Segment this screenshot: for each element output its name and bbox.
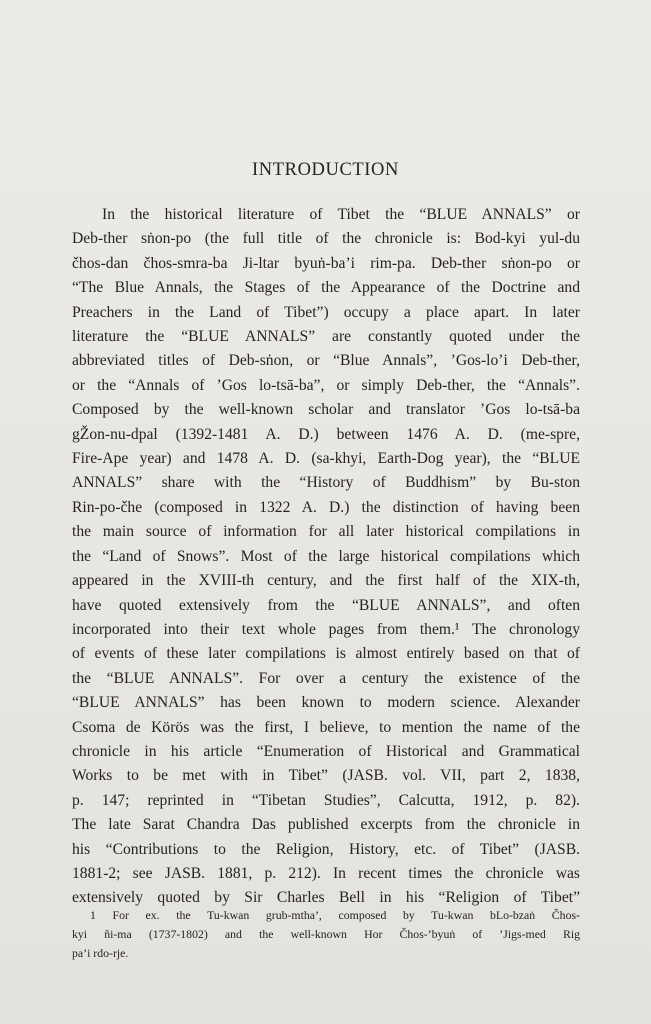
text-line: “The Blue Annals, the Stages of the Appearance of the Doctrine and [72, 279, 580, 297]
text-line: the “BLUE ANNALS”. For over a century the existence of the [72, 669, 580, 687]
footnote-line: pa’i rdo-rje. [72, 946, 129, 960]
text-line: ANNALS” share with the “History of Buddhism” by Bu-ston [72, 474, 580, 492]
text-line: appeared in the XVIII-th century, and the first half of the XIX-th, [72, 572, 580, 590]
body-text [72, 203, 580, 911]
text-line: chronicle in his article “Enumeration of Historical and Grammatical [72, 742, 580, 760]
text-line: 1881-2; see JASB. 1881, p. 212). In recent times the chronicle was [72, 864, 580, 882]
page-title: INTRODUCTION [252, 160, 399, 180]
footnote-line: 1 For ex. the Tu-kwan grub-mtha’, composed by Tu-kwan bLo-bzaṅ Čhos- [90, 908, 580, 922]
text-line: gŽon-nu-dpal (1392-1481 A. D.) between 1476 A. D. (me-spre, [72, 425, 580, 443]
footnote [72, 906, 580, 963]
text-line: incorporated into their text whole pages from them.¹ The chronology [72, 620, 580, 638]
text-line: Fire-Ape year) and 1478 A. D. (sa-khyi, Earth-Dog year), the “BLUE [72, 450, 580, 468]
text-line: of events of these later compilations is almost entirely based on that of [72, 645, 580, 663]
text-line: or the “Annals of ’Gos lo-tsā-ba”, or simply Deb-ther, the “Annals”. [72, 376, 580, 394]
text-line: Works to be met with in Tibet” (JASB. vol. VII, part 2, 1838, [72, 767, 580, 785]
text-line: literature the “BLUE ANNALS” are constantly quoted under the [72, 328, 580, 346]
text-line: Deb-ther sṅon-po (the full title of the chronicle is: Bod-kyi yul-du [72, 230, 580, 248]
text-line: his “Contributions to the Religion, History, etc. of Tibet” (JASB. [72, 840, 580, 858]
text-line: the “Land of Snows”. Most of the large historical compilations which [72, 547, 580, 565]
text-line: abbreviated titles of Deb-sṅon, or “Blue Annals”, ’Gos-lo’i Deb-ther, [72, 352, 580, 370]
text-line: Composed by the well-known scholar and translator ’Gos lo-tsā-ba [72, 401, 580, 419]
text-line: čhos-dan čhos-smra-ba Ji-ltar byuṅ-ba’i rim-pa. Deb-ther sṅon-po or [72, 254, 580, 272]
text-line: p. 147; reprinted in “Tibetan Studies”, Calcutta, 1912, p. 82). [72, 791, 580, 809]
text-line: Rin-po-čhe (composed in 1322 A. D.) the distinction of having been [72, 498, 580, 516]
text-line: Preachers in the Land of Tibet”) occupy a place apart. In later [72, 303, 580, 321]
text-line: The late Sarat Chandra Das published excerpts from the chronicle in [72, 816, 580, 834]
footnote-line: kyi ñi-ma (1737-1802) and the well-known Hor Čhos-’byuṅ of ’Jigs-med Rig [72, 927, 580, 941]
text-line: In the historical literature of Tibet the “BLUE ANNALS” or [102, 206, 580, 223]
text-line: “BLUE ANNALS” has been known to modern science. Alexander [72, 694, 580, 712]
text-line: have quoted extensively from the “BLUE ANNALS”, and often [72, 596, 580, 614]
text-line: Csoma de Körös was the first, I believe, to mention the name of the [72, 718, 580, 736]
text-line: extensively quoted by Sir Charles Bell in his “Religion of Tibet” [72, 889, 580, 907]
text-line: the main source of information for all later historical compilations in [72, 523, 580, 541]
